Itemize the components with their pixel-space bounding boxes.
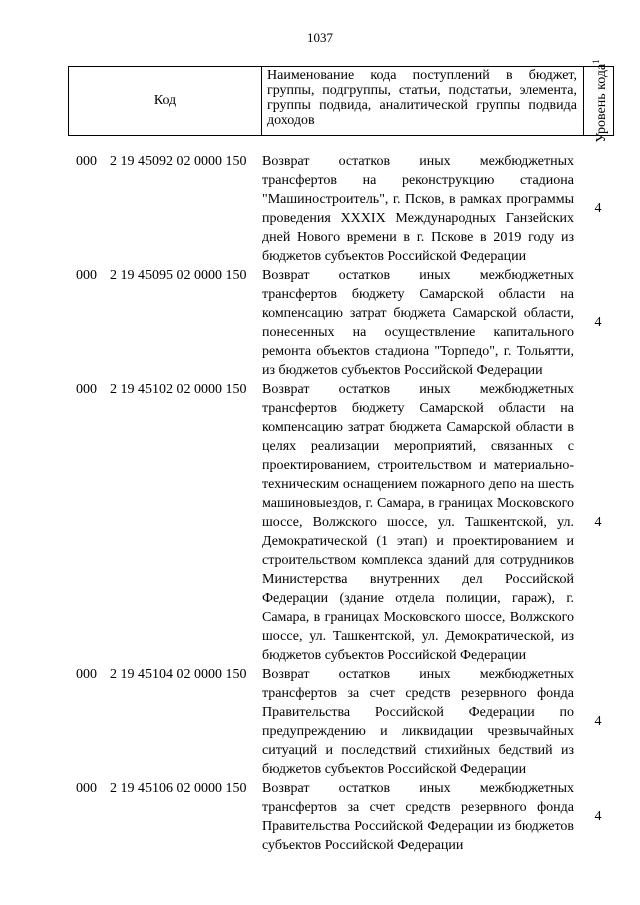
table-header (68, 59, 614, 143)
row-admin-code: 000 (76, 667, 97, 682)
row-level: 4 (594, 714, 602, 729)
header-level-footnote: 1 (590, 59, 601, 64)
page-number: 1037 (307, 30, 333, 45)
row-level: 4 (594, 809, 602, 824)
row-level: 4 (594, 315, 602, 330)
table-row (68, 152, 614, 266)
header-name-label: Наименование кода поступлений в бюджет, группы, подгруппы, статьи, подстатьи, элемента, группы подвида, аналитической группы подвида доходов (267, 68, 577, 128)
table-body (68, 152, 614, 855)
table-row (68, 380, 614, 665)
row-description: Возврат остатков иных межбюджетных трансфертов бюджету Самарской области на компенсацию затрат бюджета Самарской области в целях реализации мероприятий, связанных с проектированием, строительством и материально-техническим оснащением пожарного депо на шесть машиновыездов, г. Самара, в границах Московского шоссе, Волжского шоссе, ул. Ташкентской, ул. Демократической (1 этап) и проектированием и строительством комплекса зданий для сотрудников Министерства внутренних дел Российской Федерации (здание отдела полиции, гараж), г. Самара, в границах Московского шоссе, Волжского шоссе, ул. Ташкентской, ул. Демократической, из бюджетов субъектов Российской Федерации (262, 382, 574, 663)
row-admin-code: 000 (76, 781, 97, 796)
header-level-label: Уровень кода (593, 63, 609, 143)
header-level-cell (584, 59, 613, 143)
row-description: Возврат остатков иных межбюджетных трансфертов за счет средств резервного фонда Правительства Российской Федерации по предупреждению и ликвидации чрезвычайных ситуаций и последствий стихийных бедствий из бюджетов субъектов Российской Федерации (262, 667, 574, 777)
row-budget-code: 2 19 45102 02 0000 150 (110, 382, 247, 397)
row-admin-code: 000 (76, 382, 97, 397)
row-budget-code: 2 19 45095 02 0000 150 (110, 268, 247, 283)
header-level-rotated (589, 59, 609, 142)
table-row (68, 665, 614, 779)
row-description: Возврат остатков иных межбюджетных трансфертов бюджету Самарской области на компенсацию затрат бюджета Самарской области, понесенных на осуществление капитального ремонта объектов стадиона "Торпедо", г. Тольятти, из бюджетов субъектов Российской Федерации (262, 268, 574, 378)
row-budget-code: 2 19 45104 02 0000 150 (110, 667, 247, 682)
row-description: Возврат остатков иных межбюджетных трансфертов на реконструкцию стадиона "Машиностроитель", г. Псков, в рамках программы проведения XXXIX Международных Ганзейских дней Нового времени в г. Пскове в 2019 году из бюджетов субъектов Российской Федерации (262, 154, 574, 264)
table-row (68, 266, 614, 380)
row-budget-code: 2 19 45092 02 0000 150 (110, 154, 247, 169)
header-code-cell (69, 67, 262, 135)
row-level: 4 (594, 201, 602, 216)
row-description: Возврат остатков иных межбюджетных трансфертов за счет средств резервного фонда Правительства Российской Федерации из бюджетов субъектов Российской Федерации (262, 781, 574, 853)
row-admin-code: 000 (76, 154, 97, 169)
header-code-label: Код (153, 93, 177, 108)
row-budget-code: 2 19 45106 02 0000 150 (110, 781, 247, 796)
header-name-cell (262, 67, 584, 135)
table-row (68, 779, 614, 855)
row-level: 4 (594, 514, 602, 530)
row-admin-code: 000 (76, 268, 97, 283)
